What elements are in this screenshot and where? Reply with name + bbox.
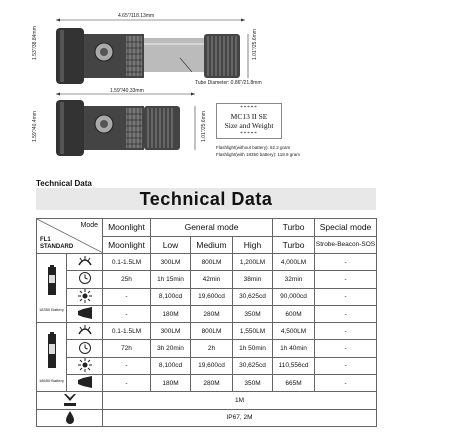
g2-output-special: - — [315, 323, 377, 340]
g2-distance-high: 350M — [233, 375, 273, 392]
header-special-mode: Special mode — [315, 219, 377, 237]
g1-output-moonlight: 0.1-1.5LM — [103, 254, 151, 271]
technical-data-table — [36, 218, 377, 427]
table-row — [37, 323, 377, 340]
g2-distance-moonlight: - — [103, 375, 151, 392]
g2-output-low: 300LM — [151, 323, 191, 340]
table-row — [37, 271, 377, 288]
g2-runtime-turbo: 1h 40min — [273, 340, 315, 357]
waterproof-value: IP67, 2M — [103, 409, 377, 426]
table-row — [37, 375, 377, 392]
table-row — [37, 288, 377, 305]
header-moonlight: Moonlight — [103, 219, 151, 237]
size-weight-box — [216, 103, 282, 139]
g2-output-high: 1,550LM — [233, 323, 273, 340]
g2-runtime-special: - — [315, 340, 377, 357]
g1-distance-moonlight: - — [103, 305, 151, 322]
waterproof-icon — [63, 410, 77, 424]
table-row — [37, 254, 377, 271]
sub-high: High — [233, 236, 273, 254]
g1-output-low: 300LM — [151, 254, 191, 271]
beam-distance-icon — [77, 307, 93, 319]
header-turbo: Turbo — [273, 219, 315, 237]
short-head-dimension: 1.59"/40.4mm — [32, 111, 38, 142]
g2-output-turbo: 4,500LM — [273, 323, 315, 340]
g1-distance-special: - — [315, 305, 377, 322]
g1-runtime-special: - — [315, 271, 377, 288]
g1-runtime-high: 38min — [233, 271, 273, 288]
banner-title: Technical Data — [139, 189, 273, 209]
distance-icon-cell — [67, 375, 103, 392]
battery-18650-icon — [45, 332, 59, 376]
battery-18350-label: 18350 Battery — [39, 306, 64, 312]
g2-output-medium: 800LM — [191, 323, 233, 340]
g2-distance-low: 180M — [151, 375, 191, 392]
g2-intensity-high: 30,625cd — [233, 357, 273, 374]
stars-bottom: ***** — [240, 132, 258, 137]
weight-without-battery: Flashlight(without battery): 62.2 gram — [216, 145, 291, 150]
clock-icon — [78, 271, 92, 285]
output-icon-cell — [67, 323, 103, 340]
sub-low: Low — [151, 236, 191, 254]
tube-diameter: Tube Diameter: 0.86"/21.8mm — [195, 80, 262, 86]
battery-18350-icon — [45, 265, 59, 305]
table-row — [37, 409, 377, 426]
battery-18650-label: 18650 Battery — [39, 377, 64, 383]
g1-output-turbo: 4,000LM — [273, 254, 315, 271]
tail-dimension: 1.01"/25.6mm — [252, 29, 258, 60]
g1-runtime-moonlight: 25h — [103, 271, 151, 288]
g2-distance-turbo: 665M — [273, 375, 315, 392]
corner-fl1-label: FL1 STANDARD — [40, 237, 74, 250]
sub-moonlight: Moonlight — [103, 236, 151, 254]
g2-intensity-moonlight: - — [103, 357, 151, 374]
stars-top: ***** — [240, 106, 258, 111]
header-row — [37, 219, 377, 237]
sub-medium: Medium — [191, 236, 233, 254]
runtime-icon-cell — [67, 271, 103, 288]
intensity-icon — [78, 358, 92, 372]
sub-turbo: Turbo — [273, 236, 315, 254]
waterproof-icon-cell — [37, 409, 103, 426]
intensity-icon — [78, 289, 92, 303]
g1-output-special: - — [315, 254, 377, 271]
header-general-mode: General mode — [151, 219, 273, 237]
impact-icon-cell — [37, 392, 103, 409]
length-dimension: 4.65"/118.13mm — [118, 13, 155, 19]
g1-output-high: 1,200LM — [233, 254, 273, 271]
weight-with-battery: Flashlight(with 18350 battery): 118.9 gram — [216, 152, 300, 157]
clock-icon — [78, 341, 92, 355]
head-dimension: 1.53"/38.84mm — [32, 26, 38, 60]
g2-runtime-low: 3h 20min — [151, 340, 191, 357]
impact-resistance-icon — [62, 393, 78, 407]
output-icon — [77, 324, 93, 336]
g2-distance-special: - — [315, 375, 377, 392]
intensity-icon-cell — [67, 288, 103, 305]
g1-intensity-moonlight: - — [103, 288, 151, 305]
g1-output-medium: 800LM — [191, 254, 233, 271]
runtime-icon-cell — [67, 340, 103, 357]
g1-runtime-medium: 42min — [191, 271, 233, 288]
g2-runtime-medium: 2h — [191, 340, 233, 357]
technical-data-banner — [36, 188, 376, 210]
g1-intensity-special: - — [315, 288, 377, 305]
intensity-icon-cell — [67, 357, 103, 374]
beam-distance-icon — [77, 376, 93, 388]
g1-runtime-turbo: 32min — [273, 271, 315, 288]
impact-value: 1M — [103, 392, 377, 409]
g1-intensity-high: 30,625cd — [233, 288, 273, 305]
g2-intensity-medium: 19,600cd — [191, 357, 233, 374]
corner-cell — [37, 219, 103, 254]
sub-special: Strobe-Beacon-SOS — [315, 236, 377, 254]
g2-intensity-special: - — [315, 357, 377, 374]
g2-intensity-turbo: 110,556cd — [273, 357, 315, 374]
g1-distance-turbo: 600M — [273, 305, 315, 322]
g1-intensity-low: 8,100cd — [151, 288, 191, 305]
g1-distance-medium: 280M — [191, 305, 233, 322]
g1-distance-low: 180M — [151, 305, 191, 322]
battery-18350-cell — [37, 254, 67, 323]
g1-distance-high: 350M — [233, 305, 273, 322]
g1-runtime-low: 1h 15min — [151, 271, 191, 288]
size-weight-title: Size and Weight — [224, 121, 274, 130]
flashlight-side-drawing — [40, 8, 260, 88]
corner-mode-label: Mode — [80, 222, 98, 229]
g2-runtime-high: 1h 50min — [233, 340, 273, 357]
table-row — [37, 305, 377, 322]
output-icon — [77, 255, 93, 267]
g1-intensity-medium: 19,600cd — [191, 288, 233, 305]
model-name: MC13 II SE — [230, 112, 268, 121]
table-row — [37, 340, 377, 357]
battery-18650-cell — [37, 323, 67, 392]
short-length-dimension: 1.59"/40.33mm — [110, 88, 144, 94]
short-tail-dimension: 1.01"/25.6mm — [201, 111, 207, 142]
table-row — [37, 357, 377, 374]
output-icon-cell — [67, 254, 103, 271]
distance-icon-cell — [67, 305, 103, 322]
g1-intensity-turbo: 90,000cd — [273, 288, 315, 305]
g2-output-moonlight: 0.1-1.5LM — [103, 323, 151, 340]
section-label: Technical Data — [36, 179, 92, 188]
g2-distance-medium: 280M — [191, 375, 233, 392]
g2-intensity-low: 8,100cd — [151, 357, 191, 374]
g2-runtime-moonlight: 72h — [103, 340, 151, 357]
flashlight-short-drawing — [40, 88, 215, 160]
table-row — [37, 392, 377, 409]
